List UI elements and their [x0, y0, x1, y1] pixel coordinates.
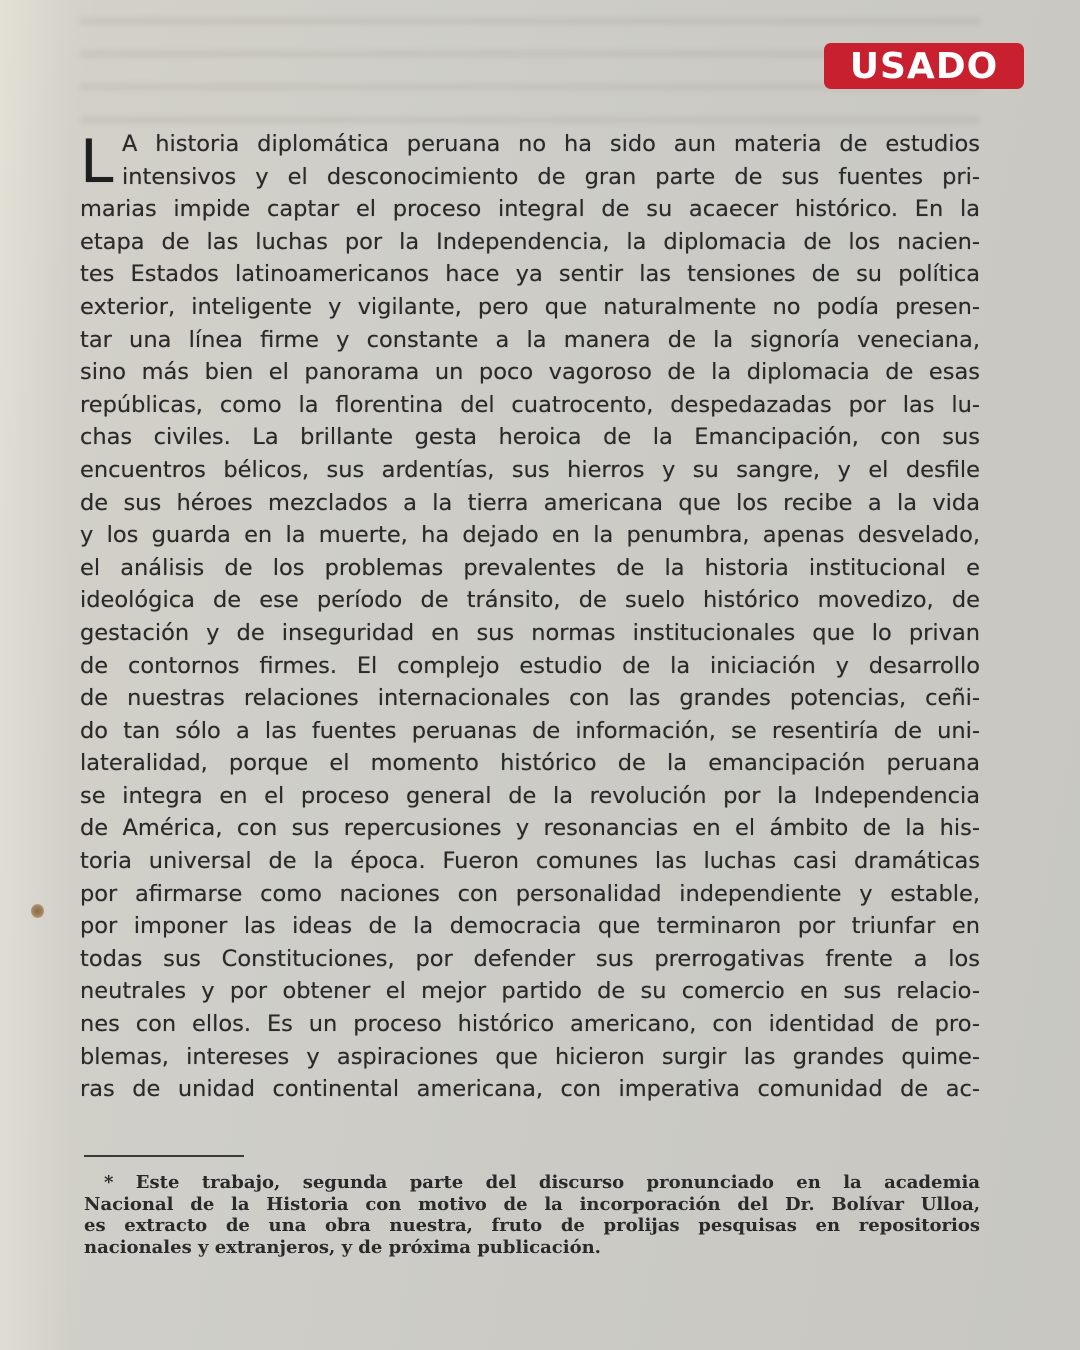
footnote — [84, 1172, 980, 1258]
text-line: etapa de las luchas por la Independencia, la diplomacia de los nacien- — [80, 228, 980, 255]
text-line: repúblicas, como la florentina del cuatrocento, despedazadas por las lu- — [80, 391, 980, 418]
footnote-line: Nacional de la Historia con motivo de la incorporación del Dr. Bolívar Ulloa, — [84, 1193, 980, 1215]
paper-stain — [31, 904, 44, 918]
condition-badge — [824, 43, 1024, 89]
text-line: lateralidad, porque el momento histórico de la emancipación peruana — [80, 750, 980, 777]
text-line: toria universal de la época. Fueron comunes las luchas casi dramáticas — [80, 848, 980, 875]
text-line: ras de unidad continental americana, con imperativa comunidad de ac- — [80, 1076, 980, 1103]
text-line: el análisis de los problemas prevalentes de la historia institucional e — [80, 554, 980, 581]
text-line: blemas, intereses y aspiraciones que hicieron surgir las grandes quime- — [80, 1043, 980, 1070]
text-line: tes Estados latinoamericanos hace ya sentir las tensiones de su política — [80, 261, 980, 288]
text-line: chas civiles. La brillante gesta heroica de la Emancipación, con sus — [80, 424, 980, 451]
text-line: neutrales y por obtener el mejor partido de su comercio en sus relacio- — [80, 978, 980, 1005]
text-line: encuentros bélicos, sus ardentías, sus hierros y su sangre, y el desfile — [80, 456, 980, 483]
text-line: gestación y de inseguridad en sus normas institucionales que lo privan — [80, 619, 980, 646]
text-line: se integra en el proceso general de la revolución por la Independencia — [80, 782, 980, 809]
text-line: de sus héroes mezclados a la tierra americana que los recibe a la vida — [80, 489, 980, 516]
footnote-line: es extracto de una obra nuestra, fruto de prolijas pesquisas en repositorios — [84, 1215, 980, 1236]
text-line: por imponer las ideas de la democracia que terminaron por triunfar en — [80, 913, 980, 940]
page-edge-highlight — [0, 0, 70, 1350]
text-line: tar una línea firme y constante a la manera de la signoría veneciana, — [80, 326, 980, 353]
text-line: exterior, inteligente y vigilante, pero que naturalmente no podía presen- — [80, 293, 980, 320]
text-line: de contornos firmes. El complejo estudio de la iniciación y desarrollo — [80, 652, 980, 679]
text-line: de nuestras relaciones internacionales con las grandes potencias, ceñi- — [80, 685, 980, 712]
footnote-line: * Este trabajo, segunda parte del discurso pronunciado en la academia — [104, 1172, 980, 1193]
text-line: sino más bien el panorama un poco vagoroso de la diplomacia de esas — [80, 359, 980, 386]
text-line: A historia diplomática peruana no ha sido aun materia de estudios — [122, 131, 980, 157]
text-line: intensivos y el desconocimiento de gran parte de sus fuentes pri- — [122, 163, 980, 190]
text-line: todas sus Constituciones, por defender sus prerrogativas frente a los — [80, 945, 980, 972]
text-line: y los guarda en la muerte, ha dejado en la penumbra, apenas desvelado, — [80, 522, 980, 549]
condition-badge-label: USADO — [849, 45, 999, 87]
text-line: do tan sólo a las fuentes peruanas de información, se resentiría de uni- — [80, 717, 980, 744]
text-line: ideológica de ese período de tránsito, de suelo histórico movedizo, de — [80, 587, 980, 614]
footnote-line: nacionales y extranjeros, y de próxima publicación. — [84, 1236, 601, 1258]
text-line: por afirmarse como naciones con personalidad independiente y estable, — [80, 880, 980, 907]
text-line: de América, con sus repercusiones y resonancias en el ámbito de la his- — [80, 815, 980, 842]
footnote-divider — [84, 1155, 244, 1157]
text-line: marias impide captar el proceso integral de su acaecer histórico. En la — [80, 196, 980, 223]
drop-cap: L — [80, 127, 114, 197]
article-body — [80, 128, 980, 1106]
text-line: nes con ellos. Es un proceso histórico americano, con identidad de pro- — [80, 1011, 980, 1038]
